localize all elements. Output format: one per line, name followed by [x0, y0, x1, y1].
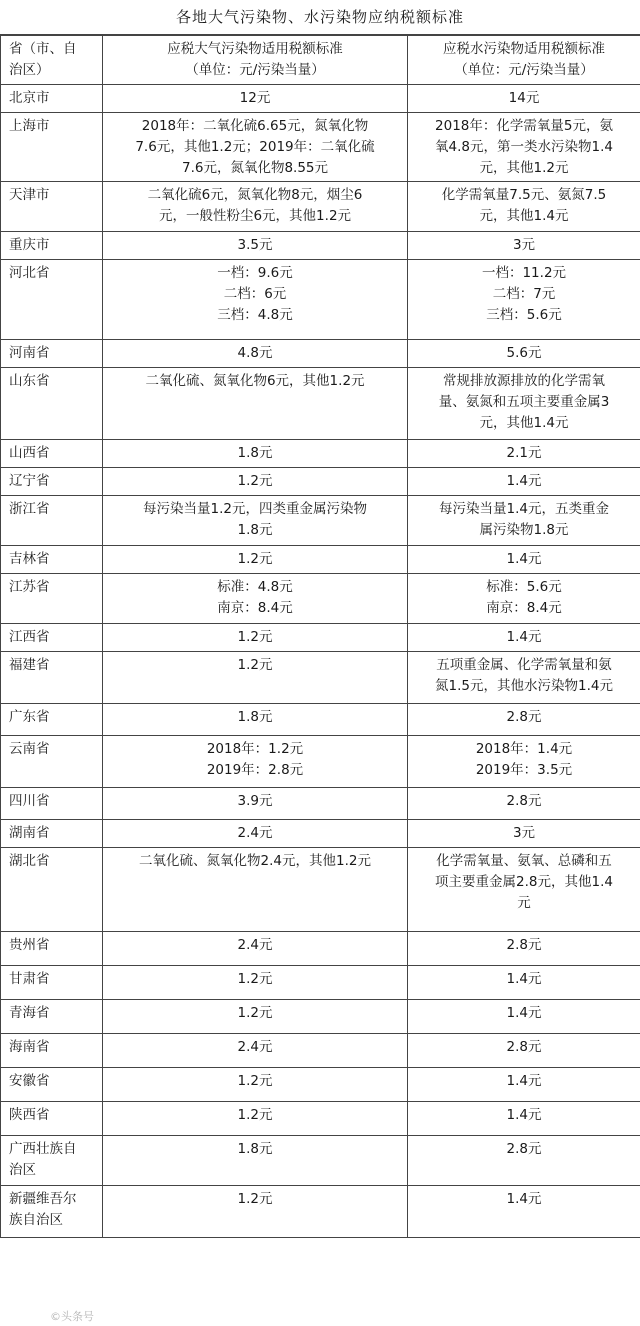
cell-water: [408, 1034, 640, 1068]
cell-water: [408, 624, 640, 652]
cell-water-line: 1.4元: [506, 971, 542, 987]
table-row: [1, 260, 640, 340]
cell-water: [408, 1068, 640, 1102]
cell-region: [1, 440, 103, 468]
cell-air: [103, 624, 408, 652]
cell-water: [408, 704, 640, 736]
table-row: [1, 1000, 640, 1034]
cell-air-line: 3.5元: [237, 237, 273, 253]
cell-region-line: 四川省: [9, 793, 50, 809]
cell-air: [103, 820, 408, 848]
cell-water-line: 3元: [512, 825, 536, 841]
table-row: [1, 848, 640, 932]
cell-water-line: 五项重金属、化学需氧量和氨: [436, 657, 612, 673]
cell-air: [103, 368, 408, 440]
cell-water: [408, 736, 640, 788]
cell-water-line: 元，其他1.2元: [479, 160, 569, 176]
cell-water: [408, 1186, 640, 1238]
cell-water-line: 1.4元: [506, 629, 542, 645]
cell-air: [103, 85, 408, 113]
table-row: [1, 232, 640, 260]
cell-region-line: 上海市: [9, 118, 50, 134]
cell-region-line: 甘肃省: [9, 971, 50, 987]
table-row: [1, 966, 640, 1000]
cell-water-line: 2.8元: [506, 709, 542, 725]
cell-water: [408, 848, 640, 932]
cell-air-line: 1.8元: [237, 709, 273, 725]
cell-region-line: 云南省: [9, 741, 50, 757]
cell-water: [408, 546, 640, 574]
cell-region-line: 河北省: [9, 265, 50, 281]
cell-air-line: 2.4元: [237, 825, 273, 841]
cell-air: [103, 1102, 408, 1136]
cell-air: [103, 340, 408, 368]
cell-region-line: 新疆维吾尔: [9, 1191, 77, 1207]
cell-water-line: 一档：11.2元: [481, 265, 567, 281]
cell-air-line: 每污染当量1.2元，四类重金属污染物: [143, 501, 367, 517]
cell-air-line: 1.2元: [237, 1073, 273, 1089]
cell-air-line: 二档：6元: [223, 286, 287, 302]
header-water-line: 应税水污染物适用税额标准: [443, 41, 605, 57]
cell-water-line: 1.4元: [506, 1191, 542, 1207]
cell-water-line: 化学需氧量7.5元、氨氮7.5: [441, 187, 607, 203]
cell-region: [1, 1034, 103, 1068]
cell-region: [1, 932, 103, 966]
cell-air-line: 2.4元: [237, 1039, 273, 1055]
cell-region: [1, 1068, 103, 1102]
table-body: [1, 36, 640, 1238]
cell-air-line: 1.2元: [237, 629, 273, 645]
cell-water: [408, 260, 640, 340]
cell-air: [103, 574, 408, 624]
header-region: [1, 36, 103, 85]
cell-region-line: 山西省: [9, 445, 50, 461]
cell-water: [408, 85, 640, 113]
cell-region: [1, 182, 103, 232]
table-row: [1, 546, 640, 574]
cell-air-line: 1.2元: [237, 473, 273, 489]
header-water: [408, 36, 640, 85]
cell-region-line: 辽宁省: [9, 473, 50, 489]
cell-water: [408, 1102, 640, 1136]
cell-water-line: 氮1.5元，其他水污染物1.4元: [435, 678, 613, 694]
cell-air: [103, 1000, 408, 1034]
cell-region: [1, 260, 103, 340]
cell-region: [1, 340, 103, 368]
cell-region: [1, 704, 103, 736]
cell-region: [1, 1000, 103, 1034]
cell-water-line: 元，其他1.4元: [479, 415, 569, 431]
cell-water-line: 2.8元: [506, 1039, 542, 1055]
cell-region-line: 广西壮族自: [9, 1141, 77, 1157]
cell-air-line: 2019年：2.8元: [206, 762, 304, 778]
cell-water-line: 1.4元: [506, 1107, 542, 1123]
cell-air: [103, 652, 408, 704]
cell-air: [103, 1136, 408, 1186]
cell-water: [408, 574, 640, 624]
cell-water-line: 属污染物1.8元: [479, 522, 569, 538]
cell-air: [103, 1186, 408, 1238]
cell-region-line: 广东省: [9, 709, 50, 725]
cell-water: [408, 440, 640, 468]
cell-water-line: 每污染当量1.4元，五类重金: [439, 501, 609, 517]
cell-air-line: 2018年：二氧化硫6.65元，氮氧化物: [141, 118, 369, 134]
cell-air-line: 二氧化硫、氮氧化物6元，其他1.2元: [145, 373, 365, 389]
cell-water-line: 2019年：3.5元: [475, 762, 573, 778]
cell-water: [408, 340, 640, 368]
table-row: [1, 1102, 640, 1136]
cell-region-line: 重庆市: [9, 237, 50, 253]
cell-air-line: 标准：4.8元: [217, 579, 293, 595]
table-row: [1, 113, 640, 182]
table-row: [1, 1186, 640, 1238]
cell-air-line: 1.2元: [237, 971, 273, 987]
cell-air: [103, 704, 408, 736]
cell-air: [103, 496, 408, 546]
cell-region-line: 治区: [9, 1162, 36, 1178]
cell-air: [103, 736, 408, 788]
header-water-line: （单位：元/污染当量）: [454, 62, 594, 78]
cell-air: [103, 546, 408, 574]
cell-air-line: 三档：4.8元: [217, 307, 293, 323]
cell-air-line: 1.2元: [237, 657, 273, 673]
cell-air-line: 元，一般性粉尘6元，其他1.2元: [158, 208, 352, 224]
cell-region-line: 族自治区: [9, 1212, 63, 1228]
header-air-line: （单位：元/污染当量）: [185, 62, 325, 78]
table-row: [1, 932, 640, 966]
cell-air-line: 南京：8.4元: [217, 600, 293, 616]
cell-region: [1, 232, 103, 260]
header-region-line: 治区）: [9, 62, 50, 78]
cell-region-line: 浙江省: [9, 501, 50, 517]
table-row: [1, 340, 640, 368]
cell-water-line: 南京：8.4元: [486, 600, 562, 616]
cell-region-line: 吉林省: [9, 551, 50, 567]
cell-air: [103, 1068, 408, 1102]
cell-water-line: 常规排放源排放的化学需氧: [443, 373, 605, 389]
cell-region: [1, 624, 103, 652]
header-air: [103, 36, 408, 85]
table-row: [1, 574, 640, 624]
cell-water: [408, 820, 640, 848]
cell-air-line: 二氧化硫6元，氮氧化物8元，烟尘6: [147, 187, 363, 203]
cell-water-line: 项主要重金属2.8元，其他1.4: [435, 874, 613, 890]
cell-water: [408, 932, 640, 966]
cell-air-line: 二氧化硫、氮氧化物2.4元，其他1.2元: [139, 853, 371, 869]
cell-water: [408, 182, 640, 232]
cell-region: [1, 848, 103, 932]
document-title: 各地大气污染物、水污染物应纳税额标准: [0, 0, 640, 35]
table-header-row: [1, 36, 640, 85]
table-row: [1, 85, 640, 113]
cell-water: [408, 966, 640, 1000]
cell-region: [1, 574, 103, 624]
cell-water-line: 3元: [512, 237, 536, 253]
cell-water-line: 2.8元: [506, 937, 542, 953]
cell-air-line: 1.8元: [237, 445, 273, 461]
cell-water-line: 2018年：1.4元: [475, 741, 573, 757]
cell-air: [103, 182, 408, 232]
cell-air-line: 2.4元: [237, 937, 273, 953]
cell-region: [1, 652, 103, 704]
cell-air: [103, 1034, 408, 1068]
cell-air-line: 7.6元，其他1.2元；2019年：二氧化硫: [135, 139, 375, 155]
table-row: [1, 788, 640, 820]
table-row: [1, 704, 640, 736]
cell-region: [1, 368, 103, 440]
cell-air-line: 4.8元: [237, 345, 273, 361]
cell-region-line: 天津市: [9, 187, 50, 203]
cell-air-line: 3.9元: [237, 793, 273, 809]
watermark: ©头条号: [50, 1310, 94, 1323]
cell-air: [103, 440, 408, 468]
table-row: [1, 624, 640, 652]
cell-water-line: 三档：5.6元: [486, 307, 562, 323]
cell-air-line: 1.2元: [237, 1191, 273, 1207]
cell-water-line: 2018年：化学需氧量5元，氨: [435, 118, 613, 134]
cell-air-line: 1.2元: [237, 551, 273, 567]
cell-air: [103, 788, 408, 820]
cell-region: [1, 468, 103, 496]
cell-water: [408, 496, 640, 546]
cell-region-line: 湖北省: [9, 853, 50, 869]
cell-region: [1, 496, 103, 546]
cell-region-line: 江苏省: [9, 579, 50, 595]
cell-region: [1, 546, 103, 574]
cell-water-line: 2.1元: [506, 445, 542, 461]
cell-air-line: 1.8元: [237, 1141, 273, 1157]
cell-region-line: 福建省: [9, 657, 50, 673]
cell-air-line: 1.8元: [237, 522, 273, 538]
cell-region: [1, 113, 103, 182]
cell-water: [408, 368, 640, 440]
cell-region-line: 陕西省: [9, 1107, 50, 1123]
cell-water-line: 量、氨氮和五项主要重金属3: [438, 394, 610, 410]
table-row: [1, 1068, 640, 1102]
table-row: [1, 652, 640, 704]
cell-air-line: 1.2元: [237, 1107, 273, 1123]
cell-water-line: 元，其他1.4元: [479, 208, 569, 224]
cell-region-line: 湖南省: [9, 825, 50, 841]
cell-air: [103, 468, 408, 496]
cell-air: [103, 113, 408, 182]
table-row: [1, 1136, 640, 1186]
cell-region: [1, 788, 103, 820]
cell-region-line: 安徽省: [9, 1073, 50, 1089]
cell-region: [1, 820, 103, 848]
cell-water-line: 1.4元: [506, 551, 542, 567]
cell-water-line: 二档：7元: [492, 286, 556, 302]
cell-region: [1, 1186, 103, 1238]
cell-air: [103, 932, 408, 966]
cell-water: [408, 788, 640, 820]
cell-region: [1, 736, 103, 788]
cell-region-line: 贵州省: [9, 937, 50, 953]
cell-region-line: 山东省: [9, 373, 50, 389]
cell-air-line: 一档：9.6元: [217, 265, 293, 281]
table-row: [1, 1034, 640, 1068]
cell-region-line: 海南省: [9, 1039, 50, 1055]
cell-air-line: 1.2元: [237, 1005, 273, 1021]
cell-water: [408, 468, 640, 496]
header-air-line: 应税大气污染物适用税额标准: [167, 41, 343, 57]
header-region-line: 省（市、自: [9, 41, 77, 57]
cell-water: [408, 232, 640, 260]
cell-water-line: 1.4元: [506, 1005, 542, 1021]
cell-water-line: 标准：5.6元: [486, 579, 562, 595]
cell-air: [103, 848, 408, 932]
cell-water-line: 元: [517, 895, 531, 911]
cell-air-line: 7.6元，氮氧化物8.55元: [181, 160, 329, 176]
cell-air: [103, 232, 408, 260]
cell-water-line: 2.8元: [506, 793, 542, 809]
cell-air: [103, 260, 408, 340]
cell-water: [408, 1000, 640, 1034]
cell-region-line: 北京市: [9, 90, 50, 106]
cell-water-line: 氧4.8元，第一类水污染物1.4: [435, 139, 613, 155]
table-row: [1, 368, 640, 440]
table-row: [1, 736, 640, 788]
cell-water-line: 5.6元: [506, 345, 542, 361]
table-row: [1, 182, 640, 232]
cell-region-line: 江西省: [9, 629, 50, 645]
cell-water-line: 1.4元: [506, 473, 542, 489]
cell-water-line: 2.8元: [506, 1141, 542, 1157]
tax-rate-table: [0, 35, 640, 1238]
cell-air: [103, 966, 408, 1000]
cell-air-line: 2018年：1.2元: [206, 741, 304, 757]
cell-water-line: 1.4元: [506, 1073, 542, 1089]
cell-air-line: 12元: [239, 90, 271, 106]
cell-region: [1, 1136, 103, 1186]
cell-region: [1, 966, 103, 1000]
cell-water: [408, 652, 640, 704]
cell-region-line: 河南省: [9, 345, 50, 361]
cell-region-line: 青海省: [9, 1005, 50, 1021]
cell-water-line: 化学需氧量、氨氧、总磷和五: [436, 853, 612, 869]
table-row: [1, 820, 640, 848]
cell-region: [1, 85, 103, 113]
table-row: [1, 468, 640, 496]
cell-water: [408, 113, 640, 182]
cell-water-line: 14元: [508, 90, 540, 106]
cell-water: [408, 1136, 640, 1186]
cell-region: [1, 1102, 103, 1136]
table-row: [1, 496, 640, 546]
table-row: [1, 440, 640, 468]
